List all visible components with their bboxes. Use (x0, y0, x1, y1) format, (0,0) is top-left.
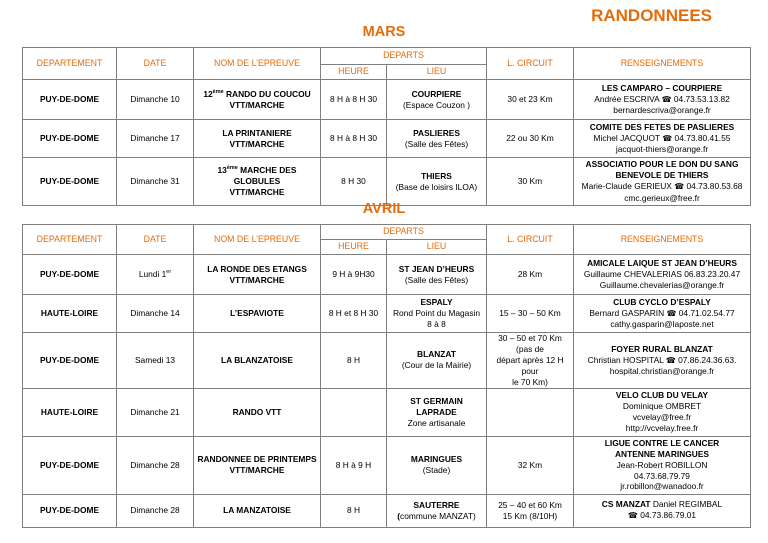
lieu-cell (387, 255, 487, 295)
epreuve-type: VTT/MARCHE (229, 138, 285, 149)
lieu-paren: ( (397, 510, 401, 521)
contact-phone: 04.73.80.41.55 (672, 132, 731, 143)
lieu-place: (Salle des Fêtes) (404, 274, 469, 285)
lieu-place: (Base de loisirs ILOA) (395, 181, 478, 192)
contact-email[interactable]: jacquot-thiers@orange.fr (615, 144, 709, 155)
header-departs: DEPARTS (321, 48, 487, 65)
lieu-cell (387, 158, 487, 206)
date-cell: Dimanche 28 (117, 494, 194, 527)
contact-phone: 04.73.53.13.82 (671, 93, 730, 104)
telephone-icon: ☎ (627, 511, 638, 521)
header-date: DATE (117, 225, 194, 255)
organizer-name: FOYER RURAL BLANZAT (611, 343, 713, 354)
header-lieu: LIEU (387, 240, 487, 255)
lieu-place: (Cour de la Mairie) (401, 360, 472, 371)
circuit-line: 30 – 50 et 70 Km (pas de (498, 333, 562, 354)
circuit-cell: 15 – 30 – 50 Km (487, 295, 574, 333)
lieu-hours: 8 à 8 (427, 318, 446, 329)
epreuve-cell (194, 158, 321, 206)
heure-cell: 8 H à 8 H 30 (321, 80, 387, 120)
header-renseignements: RENSEIGNEMENTS (574, 48, 751, 80)
header-circuit: L. CIRCUIT (487, 48, 574, 80)
date-cell: Samedi 13 (117, 333, 194, 389)
circuit-cell: 30 Km (487, 158, 574, 206)
header-heure: HEURE (321, 240, 387, 255)
lieu-cell (387, 120, 487, 158)
lieu-place: (Salle des Fêtes) (404, 138, 469, 149)
header-departs: DEPARTS (321, 225, 487, 240)
contact-name: Guillaume CHEVALERIAS 06.83.23.20.47 (583, 269, 741, 280)
departement-cell: PUY-DE-DOME (23, 436, 117, 494)
table-row (23, 80, 751, 120)
telephone-icon: ☎ (661, 94, 672, 104)
contact-email[interactable]: jr.robillon@wanadoo.fr (620, 481, 704, 492)
lieu-place: (Stade) (422, 465, 451, 476)
header-heure: HEURE (321, 65, 387, 80)
organizer-name: LES CAMPARO – COURPIERE (601, 82, 723, 93)
table-row (23, 333, 751, 389)
epreuve-cell: LA MANZATOISE (194, 494, 321, 527)
date-cell: Dimanche 17 (117, 120, 194, 158)
lieu-cell (387, 436, 487, 494)
epreuve-type: VTT/MARCHE (229, 99, 285, 110)
telephone-icon: ☎ (674, 182, 685, 192)
contact-name: Daniel REGIMBAL (650, 499, 723, 510)
circuit-cell: 30 et 23 Km (487, 80, 574, 120)
date-cell: Dimanche 14 (117, 295, 194, 333)
contact-email[interactable]: cathy.gasparin@laposte.net (610, 319, 714, 330)
organizer-name-cont: BENEVOLE DE THIERS (615, 170, 709, 181)
lieu-town: THIERS (421, 170, 452, 181)
epreuve-name: MARCHE DES GLOBULES (233, 165, 297, 187)
lieu-town: ST GERMAIN LAPRADE (410, 395, 463, 417)
epreuve-suffix: ème (226, 165, 238, 172)
lieu-town: MARINGUES (410, 454, 463, 465)
page-title: RANDONNEES (591, 6, 712, 25)
organizer-name: AMICALE LAIQUE ST JEAN D’HEURS (587, 258, 737, 269)
departement-cell: PUY-DE-DOME (23, 255, 117, 295)
lieu-place: Rond Point du Magasin (392, 308, 481, 319)
heure-cell: 8 H (321, 333, 387, 389)
heure-cell: 8 H (321, 494, 387, 527)
date-cell (117, 255, 194, 295)
table-row (23, 436, 751, 494)
epreuve-type: VTT/MARCHE (229, 274, 285, 285)
epreuve-name: RANDO DU COUCOU (223, 88, 311, 99)
circuit-line: 15 Km (8/10H) (502, 510, 558, 521)
heure-cell: 9 H à 9H30 (321, 255, 387, 295)
table-row (23, 158, 751, 206)
lieu-cell (387, 333, 487, 389)
epreuve-cell: RANDO VTT (194, 388, 321, 436)
header-epreuve: NOM DE L’EPREUVE (194, 225, 321, 255)
circuit-line: départ après 12 H pour (496, 354, 564, 376)
contact-name: Christian HOSPITAL (587, 354, 666, 365)
lieu-place: Zone artisanale (407, 417, 466, 428)
departement-cell: HAUTE-LOIRE (23, 295, 117, 333)
epreuve-name: LA PRINTANIERE (222, 127, 292, 138)
circuit-cell: 28 Km (487, 255, 574, 295)
epreuve-type: VTT/MARCHE (229, 465, 285, 476)
contact-name: Jean-Robert ROBILLON (616, 459, 708, 470)
date-cell: Dimanche 31 (117, 158, 194, 206)
contact-phone: 04.73.86.79.01 (637, 510, 697, 521)
epreuve-type: VTT/MARCHE (229, 186, 285, 197)
epreuve-cell: LA BLANZATOISE (194, 333, 321, 389)
table-row (23, 295, 751, 333)
contact-email[interactable]: hospital.christian@orange.fr (609, 366, 715, 376)
renseignements-cell (574, 295, 751, 333)
renseignements-cell (574, 333, 751, 389)
epreuve-cell (194, 436, 321, 494)
contact-email[interactable]: cmc.gerieux@free.fr (624, 192, 700, 203)
epreuve-number: 13 (217, 165, 227, 176)
contact-phone: 07.86.24.36.63. (675, 354, 737, 365)
telephone-icon: ☎ (666, 308, 677, 318)
contact-phone: 04.73.68.79.79 (634, 470, 690, 481)
organizer-name: CLUB CYCLO D’ESPALY (613, 296, 711, 307)
heure-cell (321, 388, 387, 436)
contact-name: Dominique OMBRET (622, 401, 702, 412)
lieu-town: ESPALY (420, 297, 453, 308)
table-row (23, 494, 751, 527)
lieu-cell (387, 388, 487, 436)
organizer-name: LIGUE CONTRE LE CANCER (604, 437, 720, 448)
renseignements-cell (574, 494, 751, 527)
lieu-cell (387, 295, 487, 333)
circuit-cell (487, 333, 574, 389)
lieu-cell (387, 494, 487, 527)
renseignements-cell (574, 388, 751, 436)
date-text: Lundi 1 (138, 269, 167, 280)
header-lieu: LIEU (387, 65, 487, 80)
lieu-cell (387, 80, 487, 120)
contact-email[interactable]: vcvelay@free.fr (632, 412, 692, 423)
renseignements-cell (574, 120, 751, 158)
contact-phone: 04.71.02.54.77 (676, 307, 735, 318)
telephone-icon: ☎ (665, 355, 676, 365)
epreuve-cell (194, 255, 321, 295)
table-row (23, 255, 751, 295)
contact-email[interactable]: Guillaume.chevalerias@orange.fr (599, 279, 725, 290)
contact-name: Michel JACQUOT (593, 132, 663, 143)
date-cell: Dimanche 10 (117, 80, 194, 120)
date-suffix: er (166, 269, 172, 276)
contact-website[interactable]: http://vcvelay.free.fr (625, 423, 699, 434)
table-row (23, 120, 751, 158)
heure-cell: 8 H et 8 H 30 (321, 295, 387, 333)
header-renseignements: RENSEIGNEMENTS (574, 225, 751, 255)
renseignements-cell (574, 255, 751, 295)
organizer-name: COMITE DES FETES DE PASLIERES (589, 121, 735, 132)
month-title-mars: MARS (362, 24, 406, 40)
date-cell: Dimanche 28 (117, 436, 194, 494)
departement-cell: PUY-DE-DOME (23, 158, 117, 206)
epreuve-cell: L’ESPAVIOTE (194, 295, 321, 333)
lieu-town: ST JEAN D’HEURS (398, 263, 475, 274)
departement-cell: PUY-DE-DOME (23, 120, 117, 158)
departement-cell: HAUTE-LOIRE (23, 388, 117, 436)
epreuve-cell (194, 80, 321, 120)
renseignements-cell (574, 80, 751, 120)
contact-email[interactable]: bernardescriva@orange.fr (613, 105, 711, 116)
circuit-cell: 32 Km (487, 436, 574, 494)
epreuve-cell (194, 120, 321, 158)
date-cell: Dimanche 21 (117, 388, 194, 436)
epreuve-name: RANDONNEE DE PRINTEMPS (197, 454, 317, 465)
epreuve-suffix: ème (212, 88, 224, 95)
month-title-avril: AVRIL (362, 201, 406, 217)
circuit-line: 25 – 40 et 60 Km (498, 499, 562, 510)
table-row (23, 388, 751, 436)
lieu-town: SAUTERRE (413, 499, 460, 510)
departement-cell: PUY-DE-DOME (23, 494, 117, 527)
heure-cell: 8 H 30 (321, 158, 387, 206)
contact-name: Andrée ESCRIVA (594, 93, 662, 104)
table-mars (22, 47, 751, 206)
lieu-town: BLANZAT (417, 349, 456, 360)
departement-cell: PUY-DE-DOME (23, 80, 117, 120)
epreuve-name: LA RONDE DES ETANGS (207, 263, 307, 274)
header-departement: DEPARTEMENT (23, 225, 117, 255)
heure-cell: 8 H à 8 H 30 (321, 120, 387, 158)
organizer-name: CS MANZAT (601, 499, 651, 510)
circuit-cell: 22 ou 30 Km (487, 120, 574, 158)
renseignements-cell (574, 158, 751, 206)
lieu-place: (Espace Couzon ) (402, 99, 471, 110)
table-avril (22, 224, 751, 528)
lieu-place: commune MANZAT) (400, 510, 476, 521)
contact-name: Marie-Claude GERIEUX (581, 181, 675, 192)
departement-cell: PUY-DE-DOME (23, 333, 117, 389)
organizer-name: VELO CLUB DU VELAY (615, 390, 709, 401)
contact-phone: 04.73.80.53.68 (684, 181, 743, 192)
lieu-town: PASLIERES (413, 127, 460, 138)
epreuve-number: 12 (203, 88, 213, 99)
circuit-cell (487, 388, 574, 436)
contact-name: Bernard GASPARIN (589, 307, 667, 318)
circuit-line: le 70 Km) (512, 376, 548, 387)
telephone-icon: ☎ (662, 133, 673, 143)
organizer-name-cont: ANTENNE MARINGUES (615, 448, 709, 459)
circuit-cell (487, 494, 574, 527)
organizer-name: ASSOCIATIO POUR LE DON DU SANG (585, 159, 739, 170)
header-departement: DEPARTEMENT (23, 48, 117, 80)
header-circuit: L. CIRCUIT (487, 225, 574, 255)
header-epreuve: NOM DE L’EPREUVE (194, 48, 321, 80)
renseignements-cell (574, 436, 751, 494)
heure-cell: 8 H à 9 H (321, 436, 387, 494)
lieu-town: COURPIERE (411, 88, 462, 99)
header-date: DATE (117, 48, 194, 80)
